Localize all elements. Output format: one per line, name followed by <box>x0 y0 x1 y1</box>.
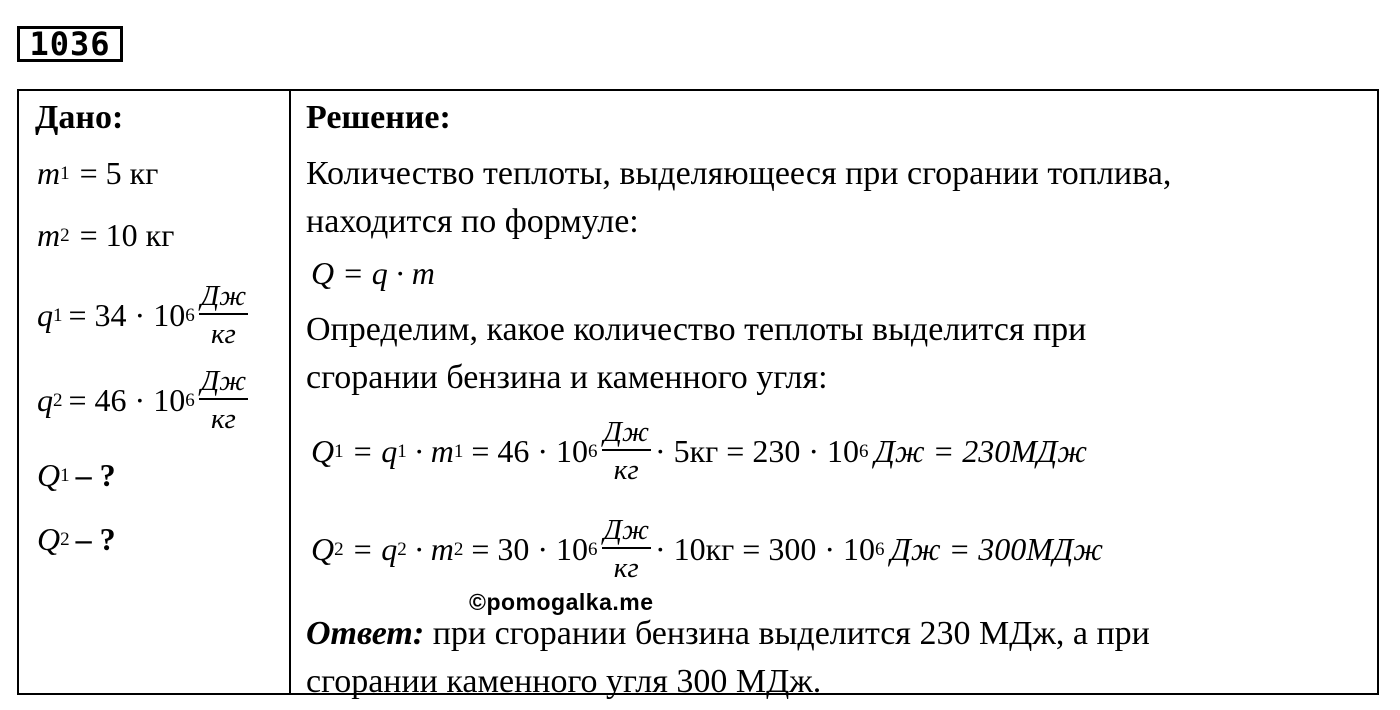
q2-unit-fraction: $\frac{Дж}{кг}$ <box>200 365 247 436</box>
intro-line-2: находится по формуле: <box>306 203 639 240</box>
answer-line-2: сгорании каменного угля 300 МДж. <box>306 663 822 700</box>
given-Q2: Q 2 – ? <box>37 521 116 557</box>
eq1-unit-fraction: $\frac{Дж}{кг}$ <box>603 416 649 487</box>
given-q1: q 1 = 34 · 10 6 $\frac{Дж}{кг}$ <box>37 280 247 351</box>
equation-Q1: Q 1 = q 1 · m 1 = 46 · 10 6 $\frac{Дж}{кг}$ · 5кг = 230 · 10 6 Дж = 230МДж <box>311 416 1087 487</box>
answer-line-1: Ответ: при сгорании бензина выделится 230 МДж, а при <box>306 615 1150 652</box>
given-heading: Дано: <box>35 99 124 136</box>
given-m1: m 1 = 5 кг <box>37 155 159 191</box>
eq2-unit-fraction: $\frac{Дж}{кг}$ <box>603 514 649 585</box>
answer-label: Ответ: <box>306 615 425 652</box>
watermark: ©pomogalka.me <box>469 589 654 615</box>
equation-Q2: Q 2 = q 2 · m 2 = 30 · 10 6 $\frac{Дж}{кг}$ · 10кг = 300 · 10 6 Дж = 300МДж <box>311 514 1103 585</box>
problem-number: 1036 <box>17 26 123 62</box>
intro-line-1: Количество теплоты, выделяющееся при сгорании топлива, <box>306 155 1172 192</box>
given-Q1: Q 1 – ? <box>37 457 116 493</box>
given-m2: m 2 = 10 кг <box>37 217 175 253</box>
step-line-1: Определим, какое количество теплоты выделится при <box>306 311 1087 348</box>
solution-heading: Решение: <box>306 99 451 136</box>
column-divider <box>289 91 291 693</box>
step-line-2: сгорании бензина и каменного угля: <box>306 359 828 396</box>
main-formula: Q = q · m <box>311 255 435 291</box>
q1-unit-fraction: $\frac{Дж}{кг}$ <box>200 280 247 351</box>
solution-table <box>17 89 1379 700</box>
given-q2: q 2 = 46 · 10 6 $\frac{Дж}{кг}$ <box>37 365 247 436</box>
